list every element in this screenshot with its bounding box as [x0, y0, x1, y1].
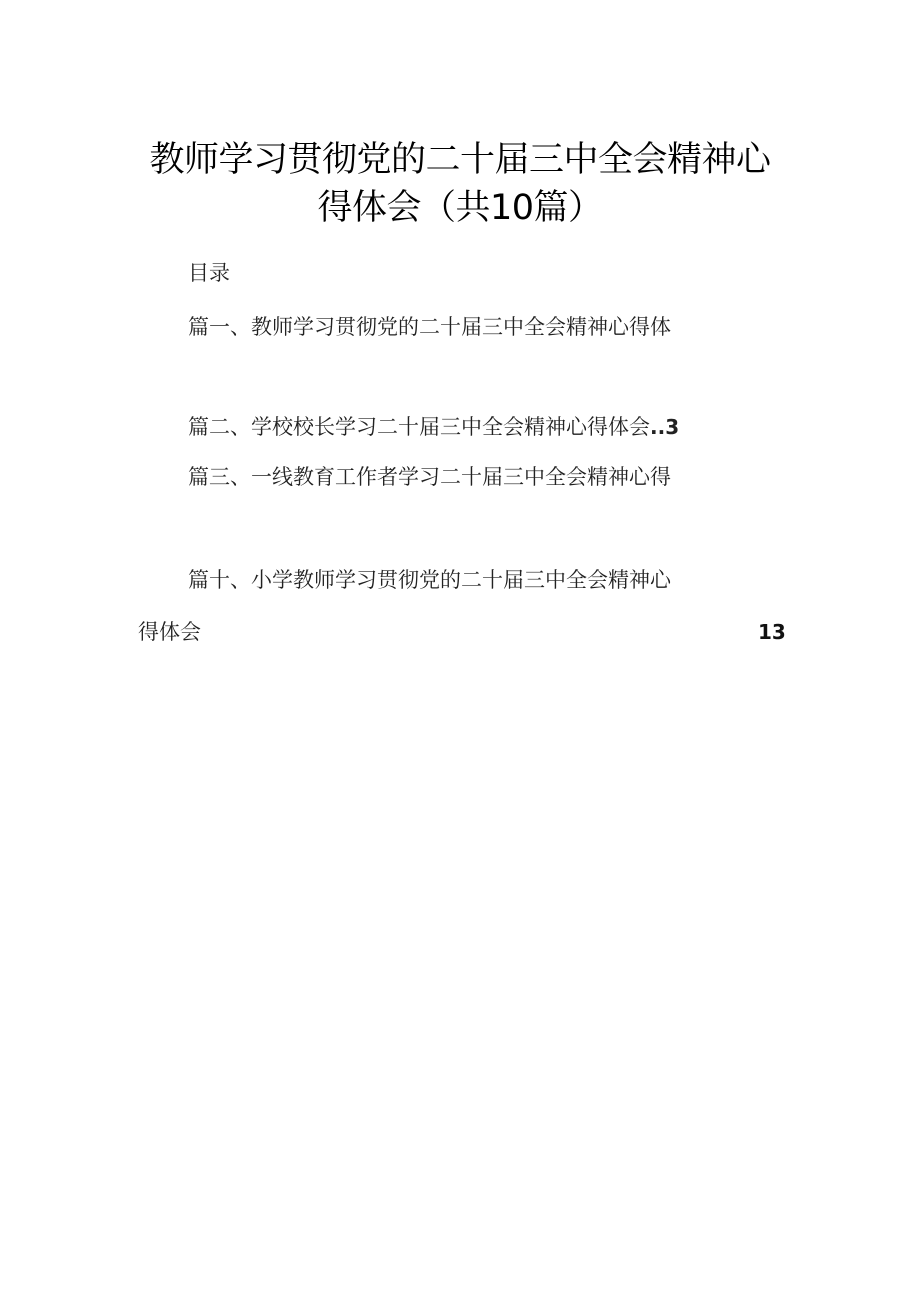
title-line-1: 教师学习贯彻党的二十届三中全会精神心 — [149, 140, 771, 180]
toc-entry-label: 篇三、一线教育工作者学习二十届三中全会精神心得 — [188, 465, 671, 489]
toc-entry-10-continuation[interactable] — [138, 617, 201, 647]
toc-entry-label: 篇十、小学教师学习贯彻党的二十届三中全会精神心 — [188, 568, 671, 592]
toc-entry-2[interactable] — [188, 412, 679, 442]
toc-entry-label: 篇二、学校校长学习二十届三中全会精神心得体会 — [188, 415, 650, 439]
toc-entry-3[interactable] — [188, 462, 671, 492]
toc-heading: 目录 — [188, 261, 230, 285]
toc-entry-page-number: ..3 — [650, 415, 680, 439]
title-line-2: 得体会（共10篇） — [317, 188, 603, 228]
toc-entry-label: 篇一、教师学习贯彻党的二十届三中全会精神心得体 — [188, 315, 671, 339]
document-title — [120, 136, 800, 232]
toc-entry-1[interactable] — [188, 312, 671, 342]
toc-entry-label-continuation: 得体会 — [138, 620, 201, 644]
toc-entry-page-number: 13 — [758, 620, 786, 644]
toc-entry-10[interactable] — [188, 565, 671, 595]
